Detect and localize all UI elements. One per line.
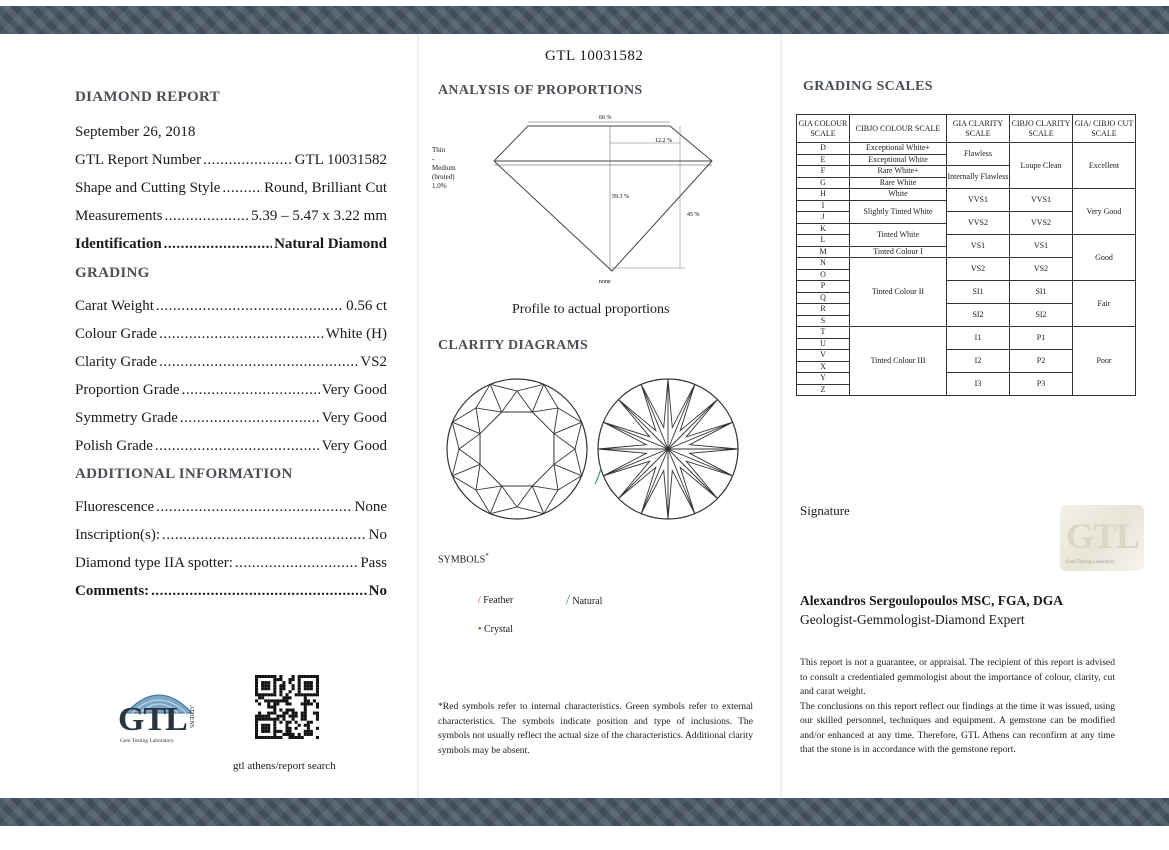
fold-line-left [417,34,419,798]
pavilion-view-diagram [598,379,738,519]
header-gia-clarity: GIA CLARITY SCALE [947,115,1010,143]
bottom-pattern-band [0,798,1169,826]
symbols-footnote: *Red symbols refer to internal characteristics. Green symbols refer to external characteristics. The symbols indicate position and type of inclusions. The symbols not usually reflect the actual size of the characteristics. Additional clarity symbols may be absent. [438,701,753,756]
expert-name: Alexandros Sergoulopoulos MSC, FGA, DGA [800,593,1064,608]
header-gia-colour: GIA COLOUR SCALE [797,115,850,143]
proportion-diagram [480,108,720,288]
total-depth: 59.3 % [612,194,629,200]
table-percent: 66 % [599,115,612,121]
grading-clarity: Clarity Grade ..... VS2 [75,354,387,371]
legend-natural: / Natural [566,593,603,608]
clarity-title: CLARITY DIAGRAMS [438,338,589,353]
grading-scales-table: GIA COLOUR SCALE CIBJO COLOUR SCALE GIA CLARITY SCALE CIBJO CLARITY SCALE GIA/ CIBJO CUT SCALE D Exceptional White+ Flawless Loupe Clean Excellent E Exceptional White F Rare White+ Internally Flawless G Rare White H White VVS1 VVS1 Very Good I Slightly Tinted White J VVS2 VVS2 K Tinted White L VS1 VS1 Good M Tinted Colour I N Tinted Colour II VS2 VS2 O P SI1 SI1 Fair Q R SI2 SI2 S T Tinted Colour III I1 P1 Poor U V I2 P2 X Y I3 P3 Z [796,114,1136,396]
expert-title: Geologist-Gemmologist-Diamond Expert [800,612,1025,627]
field-shape: Shape and Cutting Style ..... Round, Brilliant Cut [75,180,387,197]
report-date: September 26, 2018 [75,124,196,140]
feather-icon: / [478,595,481,606]
header-cut: GIA/ CIBJO CUT SCALE [1073,115,1136,143]
additional-type-iia: Diamond type IIA spotter: ..... Pass [75,555,387,572]
top-pattern-band [0,6,1169,34]
additional-fluorescence: Fluorescence ..... None [75,499,387,516]
crown-view-diagram [447,379,589,522]
header-cibjo-colour: CIBJO COLOUR SCALE [850,115,947,143]
crown-height: 12.2 % [655,138,672,144]
grading-heading: GRADING [75,265,150,281]
legend-feather: / Feather [478,595,514,606]
grading-scales-title: GRADING SCALES [803,79,933,94]
disclaimer-paragraph-2: The conclusions on this report reflect our findings at the time it was issued, using our skilled personnel, techniques and equipment. A gemstone can be modified and/or enhanced at any time. Therefore, GTL Athens can reconfirm at any time that the stone is in accordance with the gemstone report. [800,700,1115,755]
field-measurements: Measurements ..... 5.39 – 5.47 x 3.22 mm [75,208,387,225]
culet-size: none [599,279,611,285]
symbols-heading: SYMBOLS* [438,552,489,566]
grading-polish: Polish Grade ..... Very Good [75,438,387,455]
grading-carat: Carat Weight ..... 0.56 ct [75,298,387,315]
disclaimer-paragraph-1: This report is not a guarantee, or appraisal. The recipient of this report is advised to consult a credentialed gemmologist about the importance of colour, clarity, cut and carat weight. [800,657,1115,697]
legend-crystal: • Crystal [478,624,513,635]
diamond-report-title: DIAMOND REPORT [75,89,220,105]
field-report-number: GTL Report Number ..... GTL 10031582 [75,152,387,169]
crystal-icon: • [478,624,482,635]
field-identification: Identification ..... Natural Diamond [75,236,387,253]
clarity-diagrams [440,372,760,522]
gtl-logo: GTL ATHENS Gem Testing Laboratory [118,683,200,747]
report-number-header: GTL 10031582 [545,48,644,64]
disclaimer [800,656,1115,758]
fold-line-right [780,34,782,798]
additional-inscriptions: Inscription(s): ..... No [75,527,387,544]
gtl-hologram-seal: GTL Gem Testing Laboratory [1060,505,1144,571]
additional-comments: Comments: ..... No [75,583,387,600]
natural-icon: / [566,593,570,608]
proportions-title: ANALYSIS OF PROPORTIONS [438,83,643,98]
expert-block [800,593,1063,628]
profile-caption: Profile to actual proportions [512,302,670,317]
girdle-label: Thin - Medium (bruted) 1.0% [432,146,456,190]
signature-label: Signature [800,503,850,518]
pavilion-angle: 45 % [687,212,700,218]
grading-colour: Colour Grade ..... White (H) [75,326,387,343]
grading-symmetry: Symmetry Grade ..... Very Good [75,410,387,427]
qr-code[interactable] [255,675,319,744]
additional-info-heading: ADDITIONAL INFORMATION [75,466,293,482]
grading-proportion: Proportion Grade ..... Very Good [75,382,387,399]
qr-caption: gtl athens/report search [233,760,336,772]
header-cibjo-clarity: CIBJO CLARITY SCALE [1010,115,1073,143]
